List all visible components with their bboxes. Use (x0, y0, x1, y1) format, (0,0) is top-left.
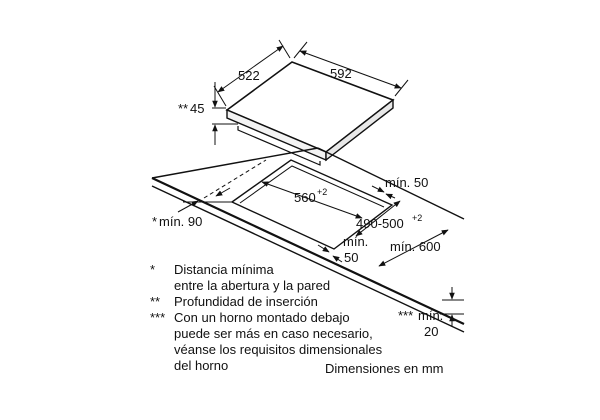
dim-min-bottom (440, 287, 464, 327)
label-min-wall: mín. 90 (159, 214, 203, 229)
footnotes (150, 262, 430, 374)
label-min-back: mín. 50 (385, 175, 429, 190)
label-thickness: 45 (190, 101, 205, 116)
label-min-front-line1: mín. (343, 234, 369, 249)
label-min-front-line2: 50 (344, 250, 359, 265)
label-cutout-width: 560 (294, 190, 316, 205)
label-width: 592 (330, 66, 352, 81)
label-min-bottom-mark: *** (398, 308, 414, 323)
footnote-1 (150, 262, 430, 294)
label-depth: 522 (238, 68, 260, 83)
label-min-bottom-line1: mín. (418, 308, 444, 323)
label-min-bottom-line2: 20 (424, 324, 439, 339)
label-cutout-width-tolerance: +2 (317, 187, 328, 197)
dim-min-wall (178, 188, 230, 212)
footnote-text: Distancia mínima entre la abertura y la pared (174, 262, 331, 293)
footnote-2 (150, 294, 430, 310)
footnote-text: Con un horno montado debajo puede ser más en caso necesario, véanse los requisitos dimensionales del horno (174, 310, 383, 373)
footnote-mark: ** (150, 294, 161, 309)
units-label: Dimensiones en mm (325, 361, 444, 376)
footnote-text: Profundidad de inserción (174, 294, 318, 309)
label-cutout-depth: 490-500 (356, 216, 404, 231)
footnote-mark: *** (150, 310, 166, 325)
label-thickness-mark: ** (178, 101, 189, 116)
footnote-mark: * (150, 262, 156, 277)
label-cutout-depth-tolerance: +2 (412, 213, 423, 223)
label-min-side: mín. 600 (390, 239, 441, 254)
label-min-wall-mark: * (152, 214, 158, 229)
